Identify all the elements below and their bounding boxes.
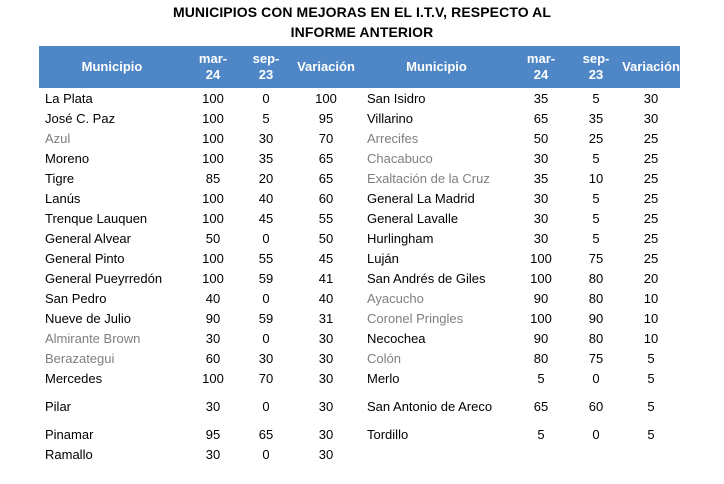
mar-24-cell-left: 100 [202, 90, 224, 106]
sep-23-cell-right: 75 [588, 350, 604, 366]
table-row [39, 424, 680, 444]
variacion-cell-right: 25 [643, 190, 659, 206]
sep-23-cell-right: 10 [588, 170, 604, 186]
title-line-2: INFORME ANTERIOR [290, 24, 434, 40]
table-row [39, 208, 680, 228]
header-sep-bottom: 23 [258, 67, 274, 82]
mar-24-cell-left: 40 [205, 290, 221, 306]
municipio-cell-right: General Lavalle [367, 210, 459, 226]
mar-24-cell-left: 100 [202, 250, 224, 266]
mar-24-cell-right [512, 444, 570, 464]
sep-23-cell-left: 59 [258, 310, 274, 326]
header-variacion-left: Variación [291, 46, 361, 88]
municipio-cell-right: Ayacucho [367, 290, 424, 306]
variacion-cell-left: 30 [318, 426, 334, 442]
header-sep-left [241, 46, 291, 88]
header-municipio-right: Municipio [361, 46, 512, 88]
mar-24-cell-right: 80 [533, 350, 549, 366]
sep-23-cell-right: 80 [588, 290, 604, 306]
municipio-cell-right: San Andrés de Giles [367, 270, 486, 286]
municipio-cell-right: Necochea [367, 330, 426, 346]
sep-23-cell-left: 30 [258, 350, 274, 366]
sep-23-cell-right: 60 [588, 398, 604, 414]
variacion-cell-right: 30 [643, 90, 659, 106]
mar-24-cell-left: 95 [205, 426, 221, 442]
variacion-cell-left: 60 [318, 190, 334, 206]
table-row [39, 88, 680, 108]
mar-24-cell-right: 30 [533, 210, 549, 226]
sep-23-cell-right: 25 [588, 130, 604, 146]
variacion-cell-right: 30 [643, 110, 659, 126]
sep-23-cell-right [570, 444, 622, 464]
variacion-cell-right: 5 [647, 426, 655, 442]
variacion-cell-left: 95 [318, 110, 334, 126]
sep-23-cell-left: 45 [258, 210, 274, 226]
header-mar-bottom: 24 [533, 67, 549, 82]
mar-24-cell-left: 100 [202, 110, 224, 126]
sep-23-cell-left: 59 [258, 270, 274, 286]
sep-23-cell-left: 0 [262, 398, 270, 414]
municipio-cell-right: Exaltación de la Cruz [367, 170, 490, 186]
variacion-cell-left: 30 [318, 330, 334, 346]
variacion-cell-right: 25 [643, 230, 659, 246]
table-header-row [39, 46, 680, 88]
mar-24-cell-left: 30 [205, 398, 221, 414]
municipio-cell-right: San Antonio de Areco [367, 398, 493, 414]
municipio-cell-left: La Plata [45, 90, 93, 106]
sep-23-cell-right: 75 [588, 250, 604, 266]
mar-24-cell-right: 100 [530, 270, 552, 286]
mar-24-cell-left: 100 [202, 150, 224, 166]
mar-24-cell-right: 35 [533, 90, 549, 106]
table-row [39, 368, 680, 388]
municipio-cell-left: Pilar [45, 398, 72, 414]
municipio-cell-left: Lanús [45, 190, 81, 206]
sep-23-cell-right: 35 [588, 110, 604, 126]
municipio-cell-right: Colón [367, 350, 401, 366]
sep-23-cell-right: 0 [592, 370, 600, 386]
municipio-cell-left: San Pedro [45, 290, 107, 306]
table-row [39, 328, 680, 348]
title-line-1: MUNICIPIOS CON MEJORAS EN EL I.T.V, RESPECTO AL [172, 4, 552, 20]
table-row [39, 308, 680, 328]
sep-23-cell-left: 30 [258, 130, 274, 146]
mar-24-cell-right: 65 [533, 398, 549, 414]
municipio-cell-left: General Pueyrredón [45, 270, 163, 286]
municipio-cell-left: Trenque Lauquen [45, 210, 148, 226]
mar-24-cell-right: 5 [537, 426, 545, 442]
sep-23-cell-left: 0 [262, 290, 270, 306]
municipio-cell-right: Villarino [367, 110, 414, 126]
header-sep-top: sep- [252, 51, 280, 66]
sep-23-cell-right: 80 [588, 330, 604, 346]
variacion-cell-left: 100 [315, 90, 337, 106]
variacion-cell-right [622, 444, 680, 464]
variacion-cell-right: 25 [643, 170, 659, 186]
variacion-cell-right: 10 [643, 330, 659, 346]
sep-23-cell-left: 20 [258, 170, 274, 186]
sep-23-cell-left: 0 [262, 330, 270, 346]
sep-23-cell-left: 65 [258, 426, 274, 442]
table-row [39, 168, 680, 188]
mar-24-cell-right: 35 [533, 170, 549, 186]
variacion-cell-left: 70 [318, 130, 334, 146]
variacion-cell-right: 25 [643, 130, 659, 146]
variacion-cell-left: 55 [318, 210, 334, 226]
variacion-cell-right: 25 [643, 210, 659, 226]
sep-23-cell-right: 5 [592, 210, 600, 226]
header-mar-left [185, 46, 241, 88]
sep-23-cell-right: 0 [592, 426, 600, 442]
header-municipio-left: Municipio [39, 46, 185, 88]
table-row [39, 388, 680, 424]
municipio-cell-right: Arrecifes [367, 130, 419, 146]
sep-23-cell-left: 55 [258, 250, 274, 266]
mar-24-cell-left: 85 [205, 170, 221, 186]
mar-24-cell-right: 100 [530, 310, 552, 326]
variacion-cell-left: 31 [318, 310, 334, 326]
mar-24-cell-right: 50 [533, 130, 549, 146]
table-row [39, 228, 680, 248]
variacion-cell-left: 65 [318, 170, 334, 186]
municipio-cell-right [361, 444, 512, 464]
mar-24-cell-right: 90 [533, 330, 549, 346]
header-sep-bottom: 23 [588, 67, 604, 82]
sep-23-cell-right: 90 [588, 310, 604, 326]
municipio-cell-right: San Isidro [367, 90, 426, 106]
sep-23-cell-left: 40 [258, 190, 274, 206]
municipio-cell-left: José C. Paz [45, 110, 116, 126]
variacion-cell-right: 5 [647, 398, 655, 414]
mar-24-cell-right: 100 [530, 250, 552, 266]
header-mar-bottom: 24 [205, 67, 221, 82]
municipio-cell-right: Merlo [367, 370, 400, 386]
mar-24-cell-left: 30 [205, 330, 221, 346]
variacion-cell-right: 5 [647, 350, 655, 366]
mar-24-cell-left: 100 [202, 210, 224, 226]
mar-24-cell-right: 65 [533, 110, 549, 126]
variacion-cell-right: 20 [643, 270, 659, 286]
header-sep-right [570, 46, 622, 88]
mar-24-cell-right: 30 [533, 230, 549, 246]
sep-23-cell-right: 5 [592, 90, 600, 106]
header-sep-top: sep- [582, 51, 610, 66]
municipio-cell-right: Tordillo [367, 426, 409, 442]
mar-24-cell-right: 5 [537, 370, 545, 386]
header-mar-top: mar- [526, 51, 556, 66]
table-row [39, 128, 680, 148]
variacion-cell-left: 40 [318, 290, 334, 306]
mar-24-cell-left: 50 [205, 230, 221, 246]
mar-24-cell-left: 100 [202, 130, 224, 146]
variacion-cell-left: 30 [318, 398, 334, 414]
sep-23-cell-left: 0 [262, 230, 270, 246]
variacion-cell-left: 41 [318, 270, 334, 286]
table-body [39, 88, 680, 464]
municipio-cell-left: Almirante Brown [45, 330, 141, 346]
sep-23-cell-right: 5 [592, 190, 600, 206]
table-row [39, 108, 680, 128]
table-row [39, 188, 680, 208]
municipio-cell-right: Luján [367, 250, 399, 266]
municipio-cell-left: Tigre [45, 170, 75, 186]
variacion-cell-right: 25 [643, 250, 659, 266]
table-row [39, 348, 680, 368]
municipio-cell-right: General La Madrid [367, 190, 475, 206]
header-mar-right [512, 46, 570, 88]
table-row [39, 148, 680, 168]
variacion-cell-right: 10 [643, 310, 659, 326]
sep-23-cell-right: 5 [592, 150, 600, 166]
variacion-cell-left: 30 [318, 446, 334, 462]
mar-24-cell-right: 30 [533, 150, 549, 166]
municipio-cell-left: Azul [45, 130, 71, 146]
municipio-cell-right: Chacabuco [367, 150, 433, 166]
municipio-cell-left: Nueve de Julio [45, 310, 131, 326]
sep-23-cell-left: 0 [262, 446, 270, 462]
municipio-cell-left: General Pinto [45, 250, 125, 266]
sep-23-cell-left: 0 [262, 90, 270, 106]
municipio-cell-left: Berazategui [45, 350, 115, 366]
municipio-cell-left: General Alvear [45, 230, 131, 246]
table-row [39, 268, 680, 288]
header-mar-top: mar- [198, 51, 228, 66]
mar-24-cell-left: 100 [202, 270, 224, 286]
page-title [0, 2, 724, 42]
variacion-cell-left: 50 [318, 230, 334, 246]
sep-23-cell-right: 5 [592, 230, 600, 246]
municipio-cell-right: Coronel Pringles [367, 310, 464, 326]
municipio-cell-left: Pinamar [45, 426, 94, 442]
mar-24-cell-right: 30 [533, 190, 549, 206]
municipio-cell-left: Ramallo [45, 446, 93, 462]
variacion-cell-right: 25 [643, 150, 659, 166]
mar-24-cell-left: 30 [205, 446, 221, 462]
municipio-cell-left: Mercedes [45, 370, 103, 386]
variacion-cell-right: 5 [647, 370, 655, 386]
sep-23-cell-left: 35 [258, 150, 274, 166]
mar-24-cell-right: 90 [533, 290, 549, 306]
header-variacion-right: Variación [622, 46, 680, 88]
sep-23-cell-left: 70 [258, 370, 274, 386]
table-row [39, 288, 680, 308]
municipio-cell-left: Moreno [45, 150, 90, 166]
municipalities-table [39, 46, 680, 464]
mar-24-cell-left: 100 [202, 190, 224, 206]
municipio-cell-right: Hurlingham [367, 230, 434, 246]
sep-23-cell-left: 5 [262, 110, 270, 126]
variacion-cell-left: 30 [318, 350, 334, 366]
mar-24-cell-left: 60 [205, 350, 221, 366]
mar-24-cell-left: 100 [202, 370, 224, 386]
sep-23-cell-right: 80 [588, 270, 604, 286]
table-row [39, 444, 680, 464]
variacion-cell-left: 45 [318, 250, 334, 266]
mar-24-cell-left: 90 [205, 310, 221, 326]
variacion-cell-left: 65 [318, 150, 334, 166]
variacion-cell-left: 30 [318, 370, 334, 386]
table-row [39, 248, 680, 268]
variacion-cell-right: 10 [643, 290, 659, 306]
